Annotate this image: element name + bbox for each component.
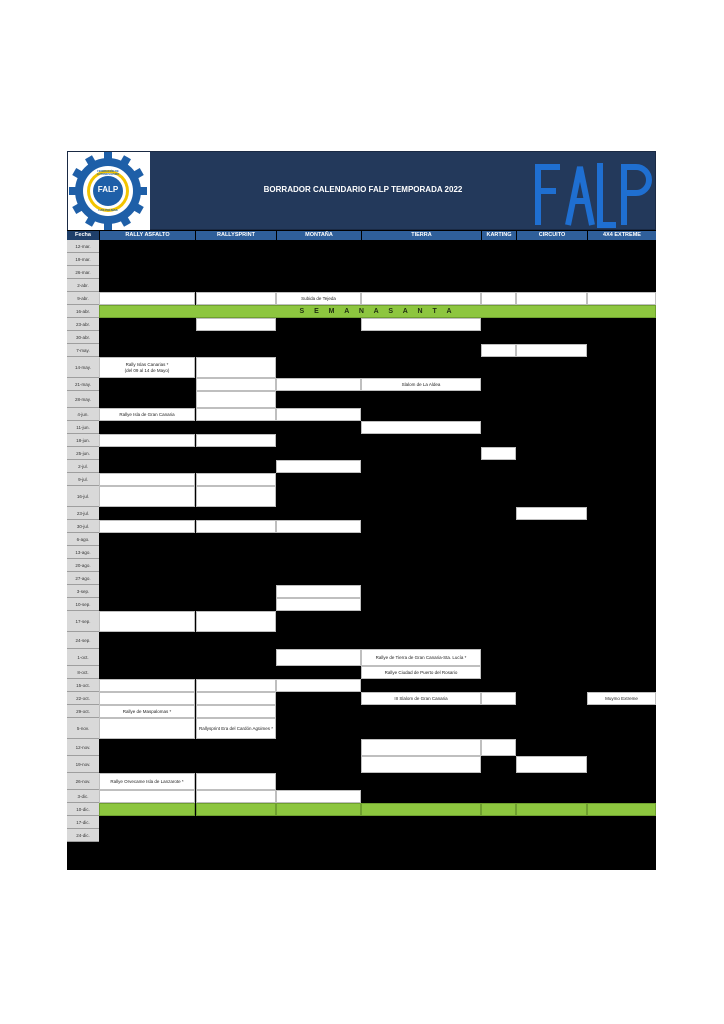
date-cell: 3-dic. [67, 790, 99, 803]
event-cell [99, 692, 195, 705]
page-title: BORRADOR CALENDARIO FALP TEMPORADA 2022 [263, 185, 463, 194]
date-cell: 19-nov. [67, 756, 99, 773]
col-4x4-extreme: 4X4 EXTREME [588, 231, 656, 240]
date-cell: 16-jul. [67, 486, 99, 507]
event-cell [196, 378, 276, 391]
event-label: Rallysprint Era del Cardón Agüimes * [198, 725, 274, 731]
event-cell [196, 473, 276, 486]
date-cell: 25-jun. [67, 447, 99, 460]
event-cell [516, 344, 587, 357]
event-cell [196, 679, 276, 692]
date-cell: 11-jun. [67, 421, 99, 434]
col-karting: KARTING [482, 231, 516, 240]
event-cell [99, 790, 195, 803]
event-cell [516, 756, 587, 773]
event-muymo-extreme [587, 692, 656, 705]
date-cell: 14-may. [67, 357, 99, 378]
brand-text: FALP [530, 144, 570, 161]
event-cell [196, 357, 276, 378]
green-cell [276, 803, 361, 816]
semana-santa-band: S E M A N A S A N T A [99, 305, 656, 318]
date-cell: 2-abr. [67, 279, 99, 292]
event-sublabel: (del 09 al 14 de Mayo) [124, 367, 170, 373]
event-slalom-aldea [361, 378, 481, 391]
event-cell [361, 739, 481, 756]
green-cell [361, 803, 481, 816]
event-cell [276, 679, 361, 692]
event-cell [276, 790, 361, 803]
date-cell: 24-sep. [67, 632, 99, 649]
date-cell: 30-jul. [67, 520, 99, 533]
event-label: Rallye Ciudad de Puerto del Rosario [384, 669, 458, 675]
green-cell [99, 803, 195, 816]
date-cell: 19-mar. [67, 253, 99, 266]
date-cell: 22-oct. [67, 692, 99, 705]
date-cell: 16-abr. [67, 305, 99, 318]
event-cell [196, 773, 276, 790]
event-cell [361, 318, 481, 331]
green-cell [587, 803, 656, 816]
date-cell: 4-jun. [67, 408, 99, 421]
event-cell [196, 434, 276, 447]
date-cell: 21-may. [67, 378, 99, 391]
date-cell: 8-oct. [67, 666, 99, 679]
falp-brand-logo [530, 144, 650, 227]
date-cell: 1-oct. [67, 649, 99, 666]
date-cell: 18-jun. [67, 434, 99, 447]
event-rallye-lanzarote [99, 773, 195, 790]
col-tierra: TIERRA [362, 231, 481, 240]
date-cell: 10-sep. [67, 598, 99, 611]
col-rally-asfalto: RALLY ASFALTO [100, 231, 195, 240]
event-rallye-maspalomas [99, 705, 195, 718]
event-label: Slalom de La Aldea [401, 381, 441, 387]
event-cell [99, 292, 195, 305]
col-circuito: CIRCUITO [517, 231, 587, 240]
date-cell: 12-mar. [67, 240, 99, 253]
date-cell: 3-sep. [67, 585, 99, 598]
date-cell: 17-dic. [67, 816, 99, 829]
col-fecha: Fecha [67, 231, 99, 240]
event-cell [196, 705, 276, 718]
event-label: Rally Islas Canarias * [125, 361, 169, 367]
event-rallye-puerto-rosario [361, 666, 481, 679]
event-cell [196, 391, 276, 408]
event-cell [196, 292, 276, 305]
date-cell: 7-may. [67, 344, 99, 357]
event-cell [276, 408, 361, 421]
event-cell [276, 585, 361, 598]
date-cell: 30-abr. [67, 331, 99, 344]
date-cell: 5-nov. [67, 718, 99, 739]
header-banner [67, 144, 656, 230]
date-cell: 27-ago. [67, 572, 99, 585]
col-rallysprint: RALLYSPRINT [196, 231, 276, 240]
event-subida-tejeda [276, 292, 361, 305]
event-cell [196, 790, 276, 803]
event-label: III Slalom de Gran Canaria [394, 695, 448, 701]
date-cell: 6-ago. [67, 533, 99, 546]
event-cell [196, 611, 276, 632]
column-headers [67, 231, 656, 240]
event-cell [276, 378, 361, 391]
date-cell: 29-oct. [67, 705, 99, 718]
logo-top-text: FEDERACIÓN DE AUTOMOVILISMO [96, 170, 120, 176]
green-cell [516, 803, 587, 816]
green-cell [481, 803, 516, 816]
event-label: Rallye Isla de Gran Canaria [119, 411, 175, 417]
date-cell: 24-dic. [67, 829, 99, 842]
event-cell [196, 408, 276, 421]
event-cell [481, 447, 516, 460]
event-cell [99, 486, 195, 507]
event-cell [99, 520, 195, 533]
event-cell [196, 318, 276, 331]
event-rallysprint-cardon [196, 718, 276, 739]
date-cell: 15-oct. [67, 679, 99, 692]
event-cell [99, 679, 195, 692]
event-label: Muymo Extreme [605, 695, 638, 701]
event-label: Rallye Orvecame Isla de Lanzarote * [110, 778, 184, 784]
event-label: Rallye de Maspalomas * [122, 708, 172, 714]
event-cell [516, 292, 587, 305]
event-cell [481, 739, 516, 756]
col-montana: MONTAÑA [277, 231, 361, 240]
event-rally-islas-canarias [99, 357, 195, 378]
event-label: Rallye de Tierra de Gran Canaria-Sta. Lucía * [375, 654, 467, 660]
event-slalom-gc [361, 692, 481, 705]
event-cell [99, 718, 195, 739]
green-cell [196, 803, 276, 816]
logo-bottom-text: LAS PALMAS [98, 208, 118, 212]
calendar-sheet [67, 144, 656, 870]
event-cell [99, 434, 195, 447]
event-cell [481, 692, 516, 705]
date-cell: 10-dic. [67, 803, 99, 816]
federation-logo [68, 152, 150, 230]
event-cell [99, 611, 195, 632]
date-cell: 23-jul. [67, 507, 99, 520]
date-cell: 23-abr. [67, 318, 99, 331]
event-cell [196, 692, 276, 705]
event-cell [361, 421, 481, 434]
date-cell: 12-nov. [67, 739, 99, 756]
date-cell: 28-may. [67, 391, 99, 408]
event-cell [516, 507, 587, 520]
date-cell: 13-ago. [67, 546, 99, 559]
event-label: Subida de Tejeda [301, 295, 336, 301]
event-cell [481, 292, 516, 305]
date-cell: 9-jul. [67, 473, 99, 486]
event-cell [276, 460, 361, 473]
event-cell [361, 292, 481, 305]
date-cell: 26-mar. [67, 266, 99, 279]
date-cell: 9-abr. [67, 292, 99, 305]
date-cell: 26-nov. [67, 773, 99, 790]
event-cell [196, 486, 276, 507]
event-cell [481, 344, 516, 357]
event-rallye-gran-canaria [99, 408, 195, 421]
event-cell [587, 292, 656, 305]
event-cell [276, 649, 361, 666]
event-cell [196, 520, 276, 533]
event-cell [99, 473, 195, 486]
date-cell: 2-jul. [67, 460, 99, 473]
event-rallye-tierra-gc [361, 649, 481, 666]
date-cell: 20-ago. [67, 559, 99, 572]
event-cell [361, 756, 481, 773]
date-cell: 17-sep. [67, 611, 99, 632]
logo-center-text: FALP [97, 185, 119, 194]
event-cell [276, 598, 361, 611]
event-cell [276, 520, 361, 533]
